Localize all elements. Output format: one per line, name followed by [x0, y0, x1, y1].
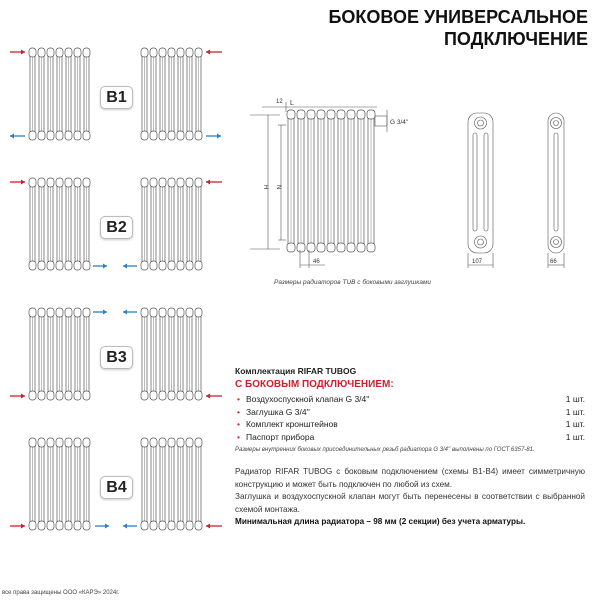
kit-item-qty: 1 шт.: [565, 406, 585, 417]
radiator-side-view-107: [468, 113, 493, 253]
bullet-icon: •: [237, 419, 240, 430]
page-title: БОКОВОЕ УНИВЕРСАЛЬНОЕ ПОДКЛЮЧЕНИЕ: [328, 7, 588, 49]
return-arrow-icon: [206, 134, 221, 139]
supply-arrow-icon: [10, 394, 25, 399]
return-arrow-icon: [123, 310, 137, 315]
footer-copyright: все права защищены ООО «КАРЭ» 2024г.: [2, 590, 120, 596]
radiator-icon: [29, 438, 90, 530]
radiator-icon: [141, 48, 202, 140]
bullet-icon: •: [237, 431, 240, 442]
radiator-icon: [287, 110, 375, 252]
dim-12: 12: [276, 99, 283, 105]
return-arrow-icon: [93, 310, 107, 315]
supply-arrow-icon: [206, 394, 222, 399]
kit-item-name: Паспорт прибора: [245, 431, 315, 442]
radiator-side-view-66: [548, 113, 564, 253]
kit-heading: Комплектация RIFAR TUBOG: [235, 366, 357, 376]
scheme-label-b4: B4: [100, 476, 133, 499]
kit-item-name: Комплект кронштейнов: [245, 419, 338, 430]
description: [235, 466, 585, 529]
kit-item-qty: 1 шт.: [565, 431, 585, 442]
return-arrow-icon: [10, 134, 25, 139]
supply-arrow-icon: [206, 180, 222, 185]
radiator-icon: [29, 48, 90, 140]
radiator-icon: [29, 178, 90, 270]
kit-note: Размеры внутренних боковых присоединительных резьб радиатора G 3/4'' выполнены по ГОСТ 6357-81.: [235, 447, 535, 453]
radiator-icon: [141, 438, 202, 530]
bullet-icon: •: [237, 394, 240, 405]
supply-arrow-icon: [206, 524, 222, 529]
dim-66: 66: [550, 259, 557, 265]
kit-section: [235, 366, 585, 453]
kit-item: [235, 406, 585, 419]
dim-n: N: [275, 185, 281, 190]
radiator-icon: [29, 308, 90, 400]
supply-arrow-icon: [206, 50, 222, 55]
return-arrow-icon: [93, 264, 107, 269]
supply-arrow-icon: [10, 180, 25, 185]
supply-arrow-icon: [10, 50, 25, 55]
return-arrow-icon: [95, 524, 109, 529]
return-arrow-icon: [123, 264, 137, 269]
return-arrow-icon: [123, 524, 137, 529]
kit-item: [235, 393, 585, 406]
dim-g: G 3/4'': [390, 119, 409, 126]
kit-item-name: Воздухоспускной клапан G 3/4'': [245, 394, 370, 405]
description-p3: Минимальная длина радиатора – 98 мм (2 секции) без учета арматуры.: [235, 517, 526, 526]
radiator-front-view: [287, 110, 375, 252]
kit-item: [235, 418, 585, 431]
supply-arrow-icon: [10, 524, 25, 529]
kit-item-qty: 1 шт.: [565, 419, 585, 430]
scheme-label-b1: B1: [100, 86, 133, 109]
kit-subheading: С БОКОВЫМ ПОДКЛЮЧЕНИЕМ:: [235, 379, 394, 390]
dim-l: L: [290, 100, 294, 107]
radiator-icon: [141, 178, 202, 270]
description-p2: Заглушка и воздухоспускной клапан могут быть перенесены в соответствии с выбранной схемой монтажа.: [235, 492, 585, 514]
scheme-label-b2: B2: [100, 216, 133, 239]
kit-item-name: Заглушка G 3/4'': [245, 406, 310, 417]
bullet-icon: •: [237, 406, 240, 417]
kit-item: [235, 431, 585, 444]
dim-h: H: [262, 185, 268, 190]
scheme-label-b3: B3: [100, 346, 133, 369]
kit-item-qty: 1 шт.: [565, 394, 585, 405]
description-p1: Радиатор RIFAR TUBOG с боковым подключением (схемы B1-B4) имеет симметричную конструкцию и может быть подключен по любой из схем.: [235, 467, 585, 489]
dimension-drawing: [250, 90, 600, 280]
drawing-caption: Размеры радиаторов TUB с боковыми заглушками: [274, 279, 432, 286]
dim-46: 46: [313, 259, 320, 265]
radiator-icon: [141, 308, 202, 400]
dim-107: 107: [472, 259, 483, 265]
